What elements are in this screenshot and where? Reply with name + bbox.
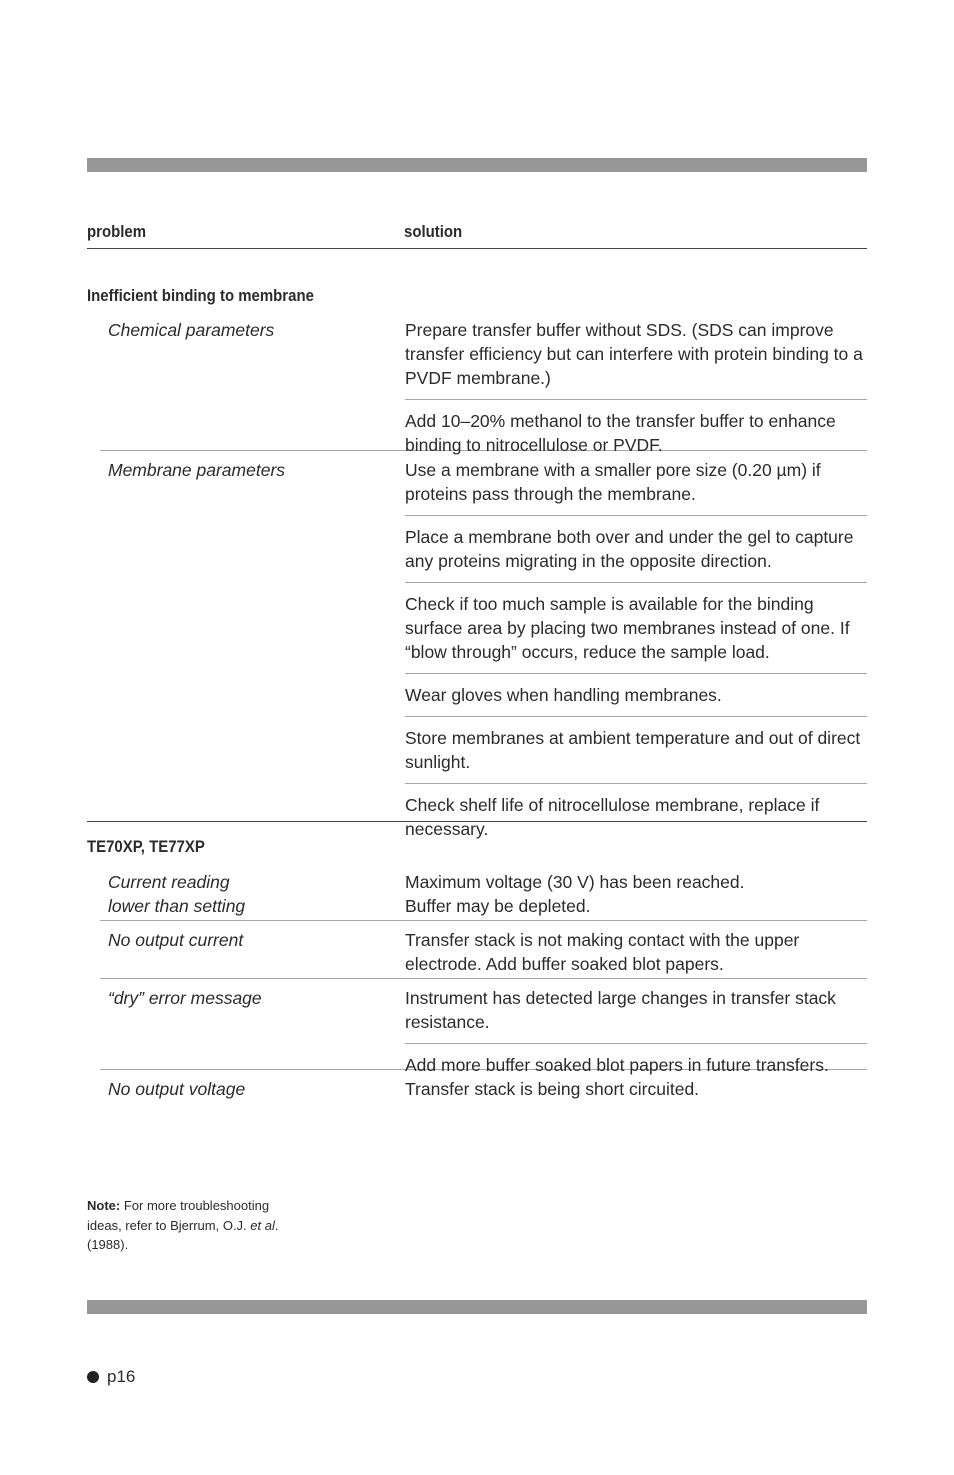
- solution-item: Wear gloves when handling membranes.: [405, 673, 867, 716]
- table-row: [100, 458, 867, 839]
- solution-item: Add more buffer soaked blot papers in future transfers.: [405, 1043, 867, 1086]
- solution-item: Maximum voltage (30 V) has been reached. Buffer may be depleted.: [405, 872, 745, 916]
- solution-item: Use a membrane with a smaller pore size (0.20 µm) if proteins pass through the membrane.: [405, 460, 821, 504]
- table-row: [100, 928, 867, 979]
- solution-item: Prepare transfer buffer without SDS. (SDS can improve transfer efficiency but can interfere with protein binding to a PVDF membrane.): [405, 320, 863, 388]
- note-text: For more troubleshooting ideas, refer to Bjerrum, O.J.: [87, 1198, 270, 1233]
- problem-cell: No output current: [108, 930, 244, 950]
- solution-cell: [405, 928, 867, 985]
- solution-item: Check shelf life of nitrocellulose membrane, replace if necessary.: [405, 783, 867, 850]
- problem-cell: Chemical parameters: [108, 320, 275, 340]
- problem-cell: “dry” error message: [108, 988, 262, 1008]
- problem-cell: Current reading lower than setting: [108, 872, 246, 916]
- solution-item: Transfer stack is being short circuited.: [405, 1079, 700, 1099]
- solution-cell: [405, 870, 867, 927]
- note-label: Note:: [87, 1198, 121, 1213]
- top-divider-bar: [87, 158, 867, 172]
- bullet-dot-icon: [87, 1371, 99, 1383]
- problem-cell: No output voltage: [108, 1079, 246, 1099]
- solution-item: Store membranes at ambient temperature and out of direct sunlight.: [405, 716, 867, 783]
- table-row: [100, 1077, 867, 1107]
- solution-item: Instrument has detected large changes in transfer stack resistance.: [405, 988, 836, 1032]
- note-etal: et al: [250, 1217, 275, 1233]
- table-row: [100, 318, 867, 455]
- solution-item: Transfer stack is not making contact with the upper electrode. Add buffer soaked blot papers.: [405, 930, 800, 974]
- table-header: [87, 222, 867, 249]
- solution-item: Place a membrane both over and under the gel to capture any proteins migrating in the opposite direction.: [405, 515, 867, 582]
- note-tail: . (1988).: [87, 1217, 279, 1252]
- table-row: [100, 986, 867, 1075]
- section-title-instruments: TE70XP, TE77XP: [87, 837, 205, 856]
- page-footer: [87, 1367, 135, 1387]
- header-solution: solution: [404, 222, 463, 241]
- solution-cell: [405, 1077, 867, 1110]
- table-row: [100, 870, 867, 921]
- solution-cell: [405, 986, 867, 1086]
- section-divider: [87, 821, 867, 822]
- footnote: [87, 1196, 297, 1255]
- solution-item: Add 10–20% methanol to the transfer buffer to enhance binding to nitrocellulose or PVDF.: [405, 399, 867, 466]
- problem-cell: Membrane parameters: [108, 460, 286, 480]
- solution-cell: [405, 458, 867, 850]
- solution-cell: [405, 318, 867, 466]
- page-number: p16: [107, 1367, 136, 1386]
- section-title-binding: Inefficient binding to membrane: [87, 286, 314, 305]
- header-problem: problem: [87, 222, 147, 241]
- bottom-divider-bar: [87, 1300, 867, 1314]
- solution-item: Check if too much sample is available for the binding surface area by placing two membranes instead of one. If “blow through” occurs, reduce the sample load.: [405, 582, 867, 673]
